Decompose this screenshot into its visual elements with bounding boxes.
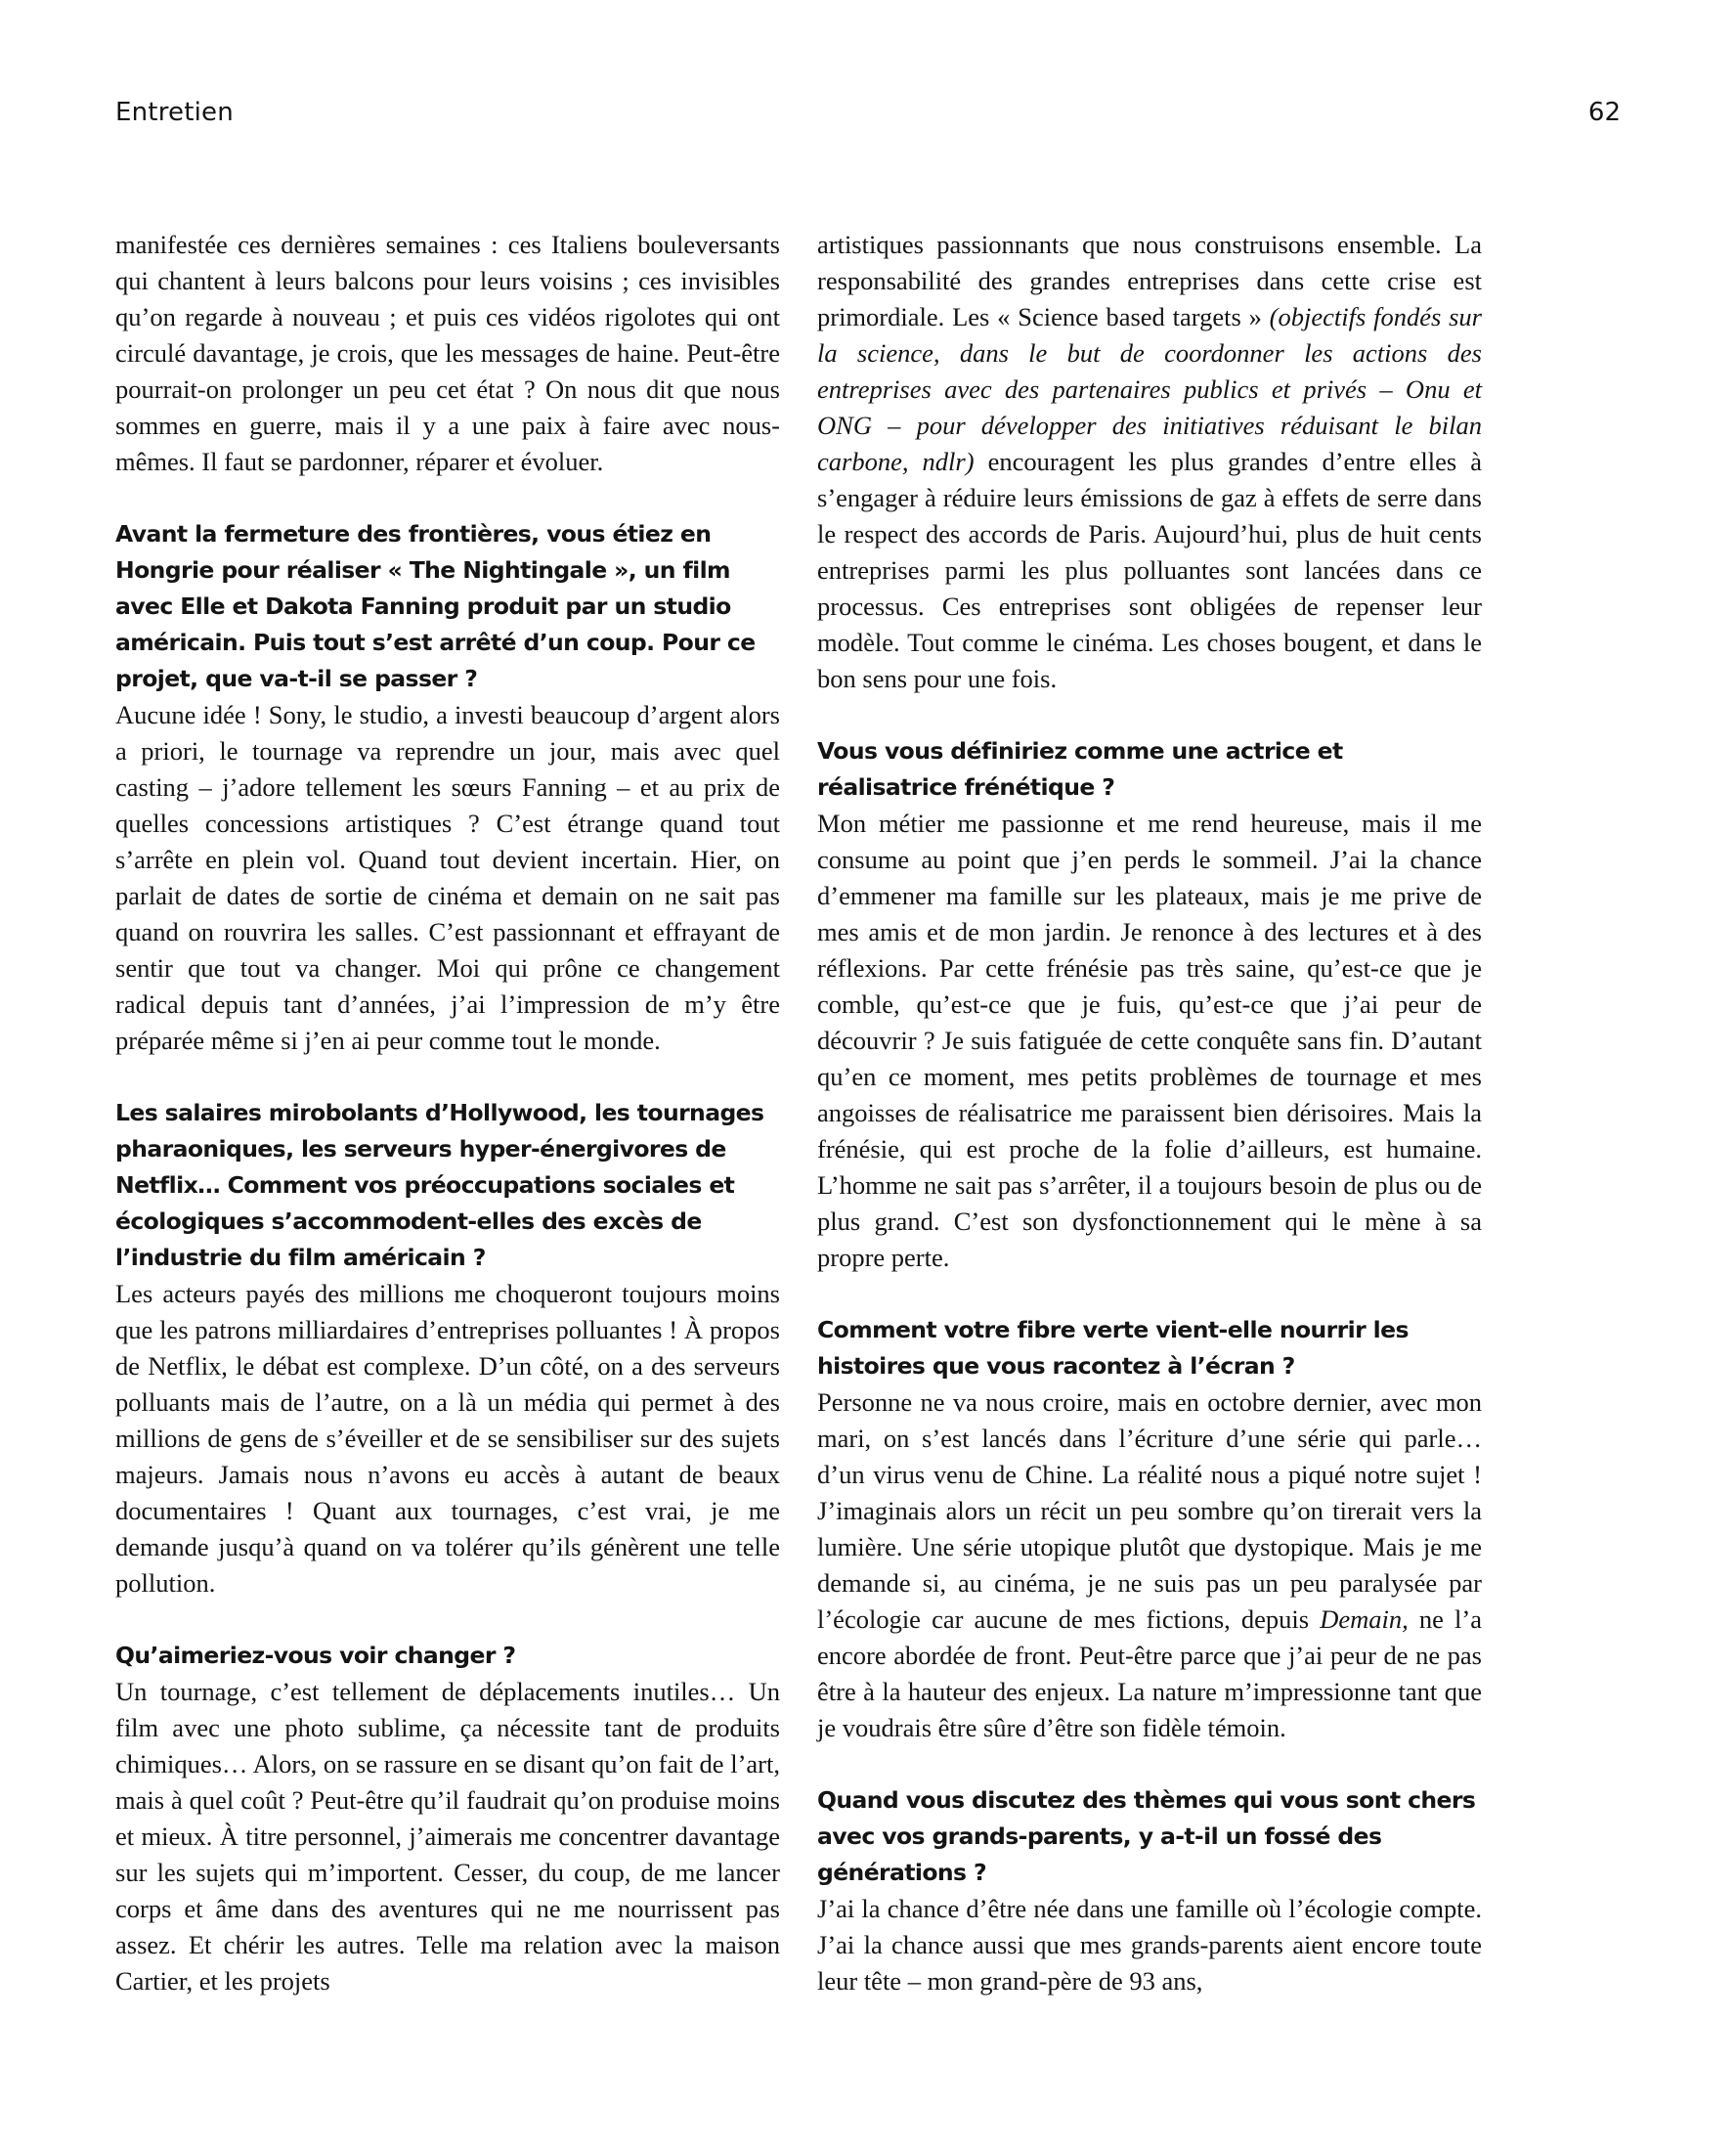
answer-change: Un tournage, c’est tellement de déplacements inutiles… Un film avec une photo sublime, ça nécessite tant de produits chimiques… Alors, on se rassure en se disant qu’on fait de l’art, mais à quel coût ? Peut-être qu’il faudrait qu’on produise moins et mieux. À titre personnel, j’aimerais me concentrer davantage sur les sujets qui m’importent. Cesser, du coup, de me lancer corps et âme dans des aventures qui ne me nourrissent pas assez. Et chérir les autres. Telle ma relation avec la maison Cartier, et les projets (115, 1677, 780, 1996)
continued-text-end: encouragent les plus grandes d’entre elles à s’engager à réduire leurs émissions de gaz à effets de serre dans le respect des accords de Paris. Aujourd’hui, plus de huit cents entreprises parmi les plus polluantes sont lancées dans ce processus. Ces entreprises sont obligées de repenser leur modèle. Tout comme le cinéma. Les choses bougent, et dans le bon sens pour une fois. (817, 447, 1483, 693)
continued-text-start: artistiques passionnants que nous construisons ensemble. La responsabilité des grandes entreprises dans cette crise est primordiale. Les « Science based targets » (817, 230, 1482, 331)
section-label: Entretien (115, 98, 234, 127)
answer-green-fiber-end: ne l’a encore abordée de front. Peut-être parce que j’ai peur de ne pas être à la hauteur des enjeux. La nature m’impressionne tant que je voudrais être sûre d’être son fidèle témoin. (817, 1604, 1483, 1742)
question-change: Qu’aimeriez-vous voir changer ? (115, 1642, 516, 1669)
answer-nightingale: Aucune idée ! Sony, le studio, a investi beaucoup d’argent alors a priori, le tournage va reprendre un jour, mais avec quel casting – j’adore tellement les sœurs Fanning – et au prix de quelles concessions artistiques ? C’est étrange quand tout s’arrête en plein vol. Quand tout devient incertain. Hier, on parlait de dates de sortie de cinéma et demain on ne sait pas quand on rouvrira les salles. C’est passionnant et effrayant de sentir que tout va changer. Moi qui prône ce changement radical depuis tant d’années, j’ai l’impression de m’y être préparée même si j’en ai peur comme tout le monde. (115, 700, 780, 1055)
answer-hollywood: Les acteurs payés des millions me choqueront toujours moins que les patrons milliardaires d’entreprises polluantes ! À propos de Netflix, le débat est complexe. D’un côté, on a des serveurs polluants mais de l’autre, on a là un média qui permet à des millions de gens de s’éveiller et de se sensibiliser sur des sujets majeurs. Jamais nous n’avons eu accès à autant de beaux documentaires ! Quant aux tournages, c’est vrai, je me demande jusqu’à quand on va tolérer qu’ils génèrent une telle pollution. (115, 1279, 780, 1598)
answer-generations: J’ai la chance d’être née dans une famille où l’écologie compte. J’ai la chance aussi que mes grands-parents aient encore toute leur tête – mon grand-père de 93 ans, (817, 1894, 1482, 1996)
question-frenetic: Vous vous définiriez comme une actrice et réalisatrice frénétique ? (817, 737, 1343, 801)
answer-frenetic: Mon métier me passionne et me rend heureuse, mais il me consume au point que j’en perds le sommeil. J’ai la chance d’emmener ma famille sur les plateaux, mais je me prive de mes amis et de mon jardin. Je renonce à des lectures et à des réflexions. Par cette frénésie pas très saine, qu’est-ce que je comble, qu’est-ce que je fuis, qu’est-ce que j’ai peur de découvrir ? Je suis fatiguée de cette conquête sans fin. D’autant qu’en ce moment, mes petits problèmes de tournage et mes angoisses de réalisatrice me paraissent bien dérisoires. Mais la frénésie, qui est proche de la folie d’ailleurs, est humaine. L’homme ne sait pas s’arrêter, il a toujours besoin de plus ou de plus grand. C’est son dysfonctionnement qui le mène à sa propre perte. (817, 809, 1482, 1272)
question-green-fiber: Comment votre fibre verte vient-elle nourrir les histoires que vous racontez à l’écran ? (817, 1316, 1409, 1380)
page-header (115, 98, 1621, 137)
page-number: 62 (1587, 98, 1621, 127)
continued-paragraph (817, 227, 1482, 697)
question-generations: Quand vous discutez des thèmes qui vous sont chers avec vos grands-parents, y a-t-il un fossé des générations ? (817, 1786, 1476, 1886)
answer-green-fiber (817, 1384, 1482, 1746)
intro-paragraph: manifestée ces dernières semaines : ces Italiens bouleversants qui chantent à leurs balcons pour leurs voisins ; ces invisibles qu’on regarde à nouveau ; et puis ces vidéos rigolotes qui ont circulé davantage, je crois, que les messages de haine. Peut-être pourrait-on prolonger un peu cet état ? On nous dit que nous sommes en guerre, mais il y a une paix à faire avec nous-mêmes. Il faut se pardonner, réparer et évoluer. (115, 230, 780, 476)
answer-green-fiber-start: Personne ne va nous croire, mais en octobre dernier, avec mon mari, on s’est lancés dans l’écriture d’une série qui parle… d’un virus venu de Chine. La réalité nous a piqué notre sujet ! J’imaginais alors un récit un peu sombre qu’on tirerait vers la lumière. Une série utopique plutôt que dystopique. Mais je me demande si, au cinéma, je ne suis pas un peu paralysée par l’écologie car aucune de mes fictions, depuis (817, 1387, 1482, 1634)
left-column (115, 227, 780, 1999)
question-hollywood: Les salaires mirobolants d’Hollywood, les tournages pharaoniques, les serveurs hyper-énergivores de Netflix… Comment vos préoccupations sociales et écologiques s’accommodent-elles des excès de l’industrie du film américain ? (115, 1099, 764, 1271)
question-nightingale: Avant la fermeture des frontières, vous étiez en Hongrie pour réaliser « The Nightingale », un film avec Elle et Dakota Fanning produit par un studio américain. Puis tout s’est arrêté d’un coup. Pour ce projet, que va-t-il se passer ? (115, 520, 756, 692)
editor-note: (objectifs fondés sur la science, dans le but de coordonner les actions des entreprises avec des partenaires publics et privés – Onu et ONG – pour développer des initiatives réduisant le bilan carbone, ndlr) (817, 302, 1482, 476)
right-column (817, 227, 1482, 1999)
film-title: Demain, (1320, 1604, 1409, 1634)
